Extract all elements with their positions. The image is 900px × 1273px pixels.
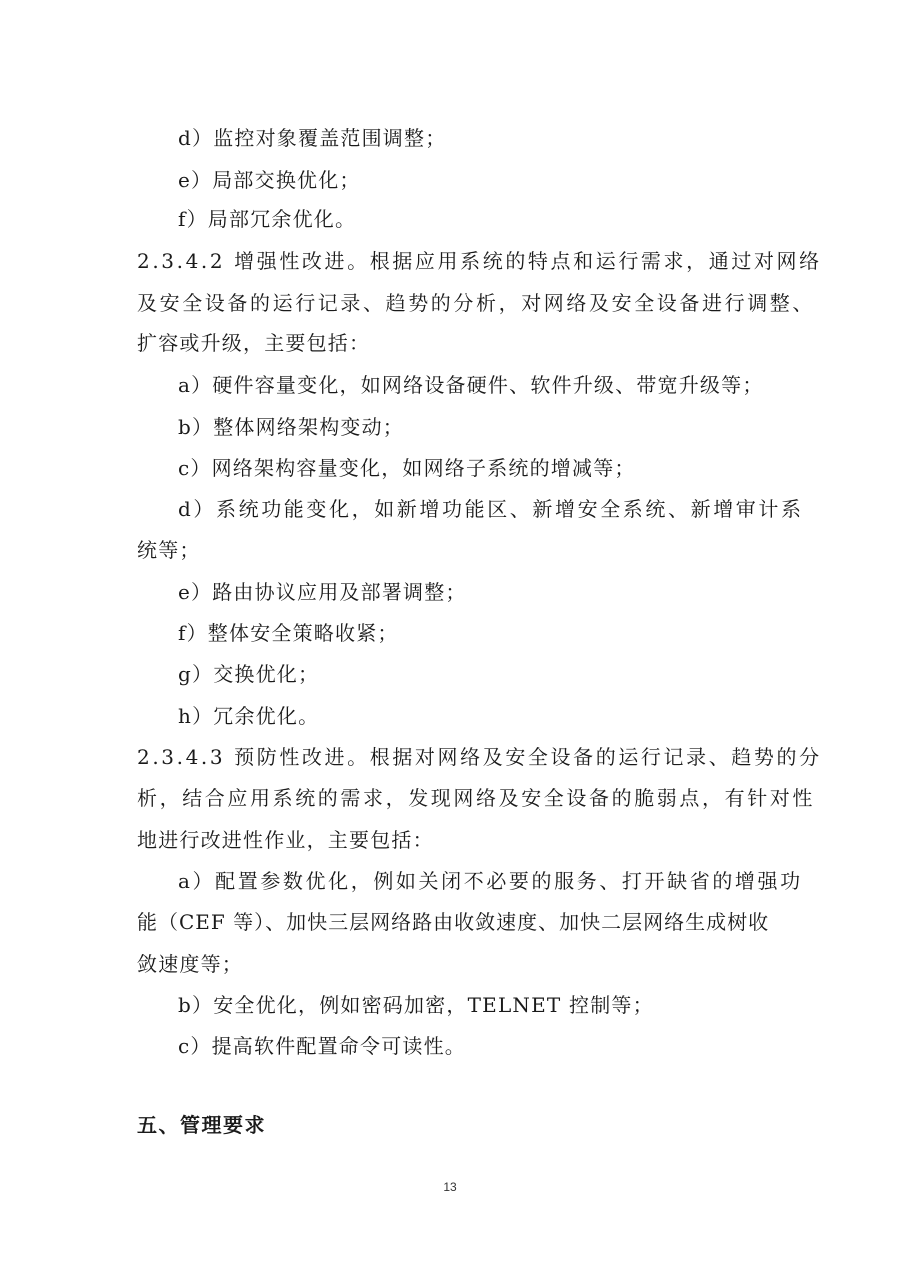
list-item-e: e）路由协议应用及部署调整； bbox=[178, 580, 467, 604]
paragraph-2-3-4-2-line-2: 及安全设备的运行记录、趋势的分析，对网络及安全设备进行调整、 bbox=[137, 291, 815, 315]
list-item-a-line-1: a）配置参数优化，例如关闭不必要的服务、打开缺省的增强功 bbox=[178, 869, 803, 893]
list-item-e: e）局部交换优化； bbox=[178, 168, 361, 192]
page-number: 13 bbox=[443, 1180, 457, 1194]
paragraph-2-3-4-3-line-1: 2.3.4.3 预防性改进。根据对网络及安全设备的运行记录、趋势的分 bbox=[137, 745, 822, 769]
list-item-b: b）安全优化，例如密码加密，TELNET 控制等； bbox=[178, 993, 654, 1017]
list-item-b: b）整体网络架构变动； bbox=[178, 415, 405, 439]
section-heading: 五、管理要求 bbox=[137, 1113, 266, 1137]
list-item-g: g）交换优化； bbox=[178, 662, 320, 686]
list-item-d-line-1: d）系统功能变化，如新增功能区、新增安全系统、新增审计系 bbox=[178, 497, 804, 521]
paragraph-2-3-4-2-line-3: 扩容或升级，主要包括： bbox=[137, 331, 371, 355]
list-item-f: f）局部冗余优化。 bbox=[178, 207, 357, 231]
list-item-d: d）监控对象覆盖范围调整； bbox=[178, 126, 447, 150]
list-item-h: h）冗余优化。 bbox=[178, 704, 320, 728]
list-item-c: c）网络架构容量变化，如网络子系统的增减等； bbox=[178, 456, 636, 480]
list-item-a-line-2: 能（CEF 等）、加快三层网络路由收敛速度、加快二层网络生成树收 bbox=[137, 910, 770, 934]
list-item-d-line-2: 统等； bbox=[137, 538, 201, 562]
list-item-a-line-3: 敛速度等； bbox=[137, 952, 243, 976]
paragraph-2-3-4-2-line-1: 2.3.4.2 增强性改进。根据应用系统的特点和运行需求，通过对网络 bbox=[137, 249, 822, 273]
list-item-c: c）提高软件配置命令可读性。 bbox=[178, 1034, 467, 1058]
paragraph-2-3-4-3-line-2: 析，结合应用系统的需求，发现网络及安全设备的脆弱点，有针对性 bbox=[137, 786, 815, 810]
list-item-f: f）整体安全策略收紧； bbox=[178, 621, 399, 645]
paragraph-2-3-4-3-line-3: 地进行改进性作业，主要包括： bbox=[137, 828, 434, 852]
list-item-a: a）硬件容量变化，如网络设备硬件、软件升级、带宽升级等； bbox=[178, 373, 764, 397]
